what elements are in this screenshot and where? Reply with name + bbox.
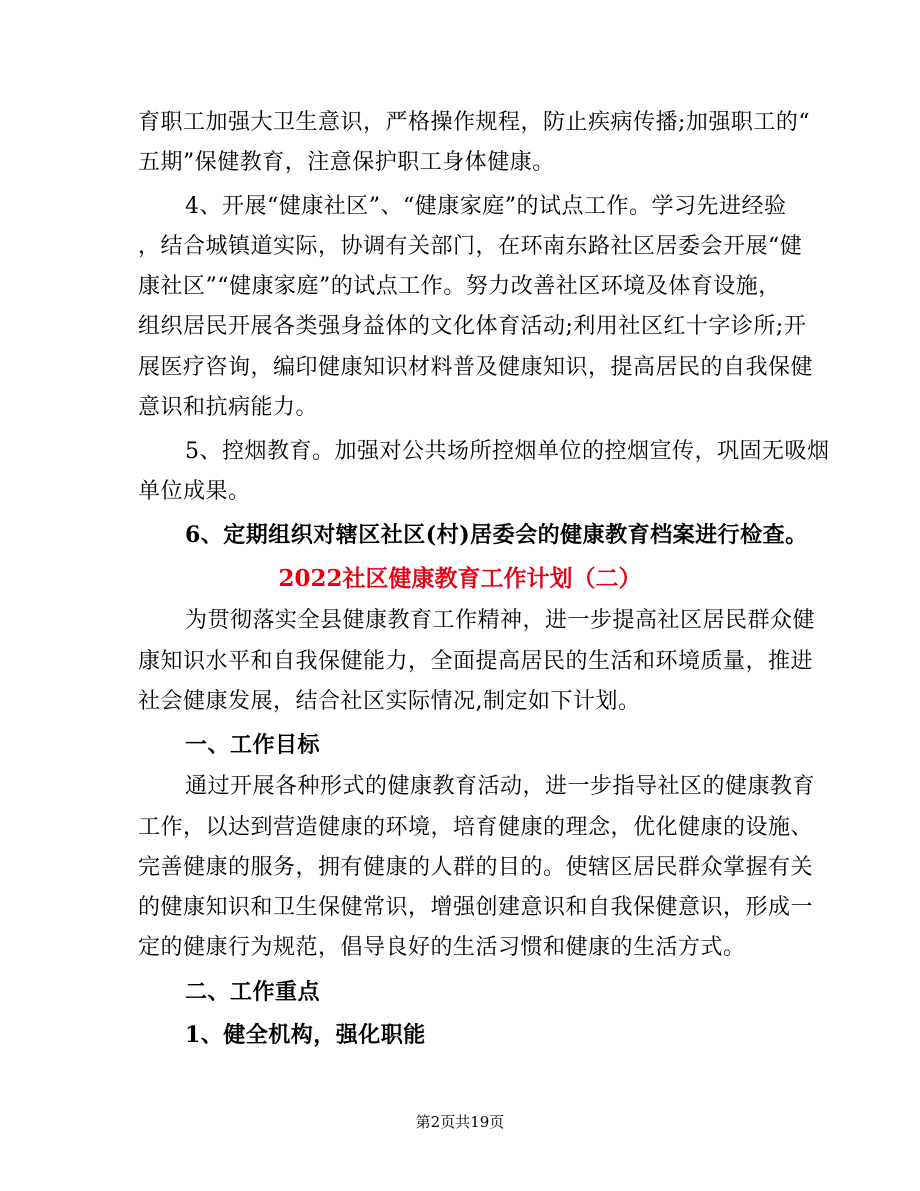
- subsection-heading: 1、健全机构，强化职能: [185, 1022, 426, 1048]
- paragraph-line: 社会健康发展，结合社区实际情况,制定如下计划。: [138, 689, 641, 714]
- paragraph-line: 展医疗咨询，编印健康知识材料普及健康知识，提高居民的自我保健: [138, 355, 814, 380]
- paragraph-line: 定的健康行为规范，倡导良好的生活习惯和健康的生活方式。: [138, 935, 746, 960]
- paragraph-line: 通过开展各种形式的健康教育活动，进一步指导社区的健康教育: [185, 774, 816, 799]
- paragraph-line: 育职工加强大卫生意识，严格操作规程，防止疾病传播;加强职工的“: [138, 110, 811, 135]
- paragraph-line: 完善健康的服务，拥有健康的人群的目的。使辖区居民群众掌握有关: [138, 855, 814, 880]
- paragraph-line: 康知识水平和自我保健能力，全面提高居民的生活和环境质量，推进: [138, 649, 814, 674]
- paragraph-line: 组织居民开展各类强身益体的文化体育活动;利用社区红十字诊所;开: [138, 314, 807, 339]
- paragraph-line: 为贯彻落实全县健康教育工作精神，进一步提高社区居民群众健: [185, 608, 816, 633]
- paragraph-line: 康社区”“健康家庭”的试点工作。努力改善社区环境及体育设施，: [138, 274, 781, 299]
- paragraph-line: 五期”保健教育，注意保护职工身体健康。: [138, 150, 555, 175]
- paragraph-line: ，结合城镇道实际，协调有关部门，在环南东路社区居委会开展“健: [138, 234, 803, 259]
- section-heading: 一、工作目标: [185, 732, 321, 758]
- paragraph-line: 单位成果。: [138, 479, 251, 504]
- section-title: 2022社区健康教育工作计划（二）: [278, 565, 642, 592]
- paragraph-line: 意识和抗病能力。: [138, 395, 319, 420]
- page-number: 第2页共19页: [415, 1113, 505, 1131]
- paragraph-line: 5、控烟教育。加强对公共场所控烟单位的控烟宣传，巩固无吸烟: [185, 439, 830, 464]
- section-heading: 二、工作重点: [185, 979, 321, 1005]
- paragraph-line-bold: 6、定期组织对辖区社区(村)居委会的健康教育档案进行检查。: [185, 522, 808, 548]
- paragraph-line: 的健康知识和卫生保健常识，增强创建意识和自我保健意识，形成一: [138, 895, 814, 920]
- paragraph-line: 工作，以达到营造健康的环境，培育健康的理念，优化健康的设施、: [138, 815, 814, 840]
- paragraph-line: 4、开展“健康社区”、“健康家庭”的试点工作。学习先进经验: [185, 194, 787, 219]
